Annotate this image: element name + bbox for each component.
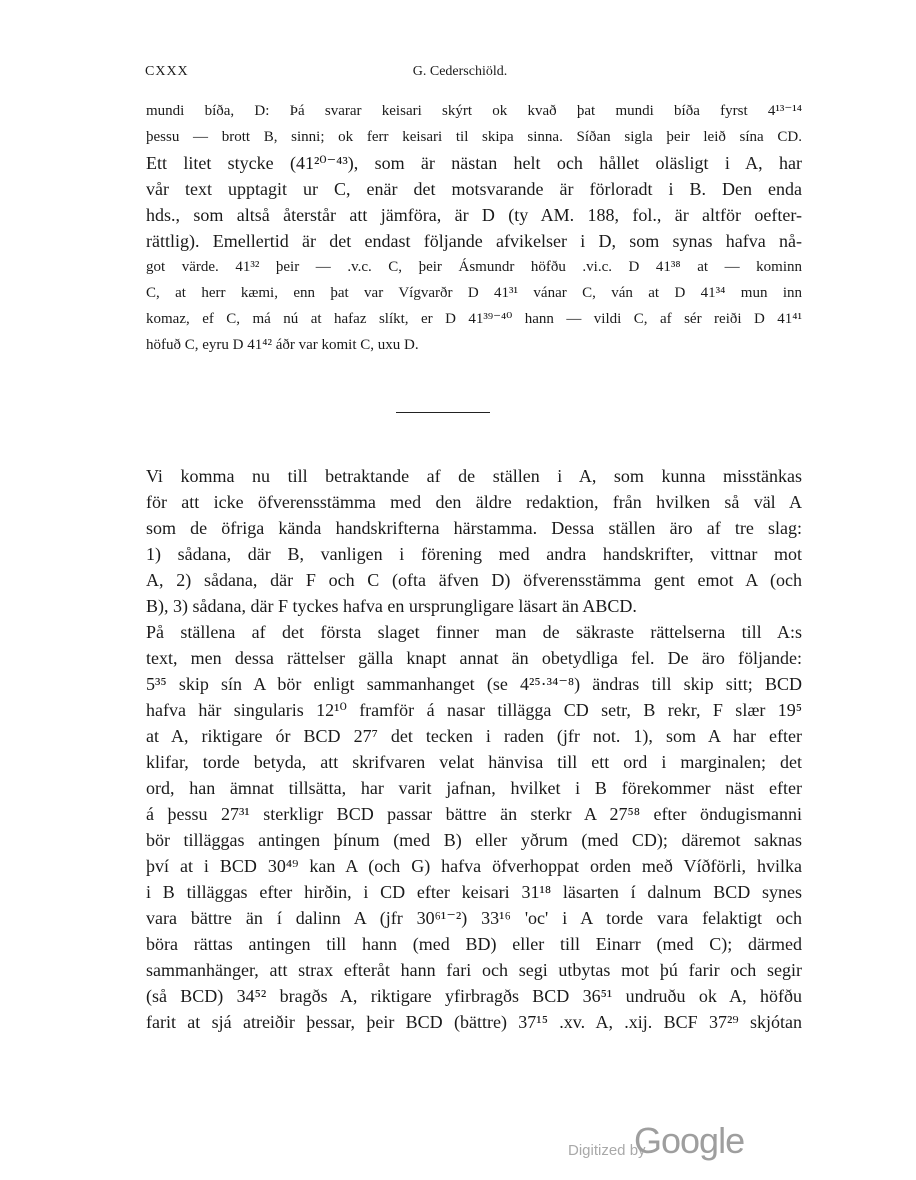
google-logo: Google <box>634 1120 745 1161</box>
text-line: þessu — brott B, sinni; ok ferr keisari til skipa sinna. Síðan sigla þeir leið sína CD. <box>146 129 802 145</box>
text-line: bör tilläggas antingen þínum (med B) eller yðrum (med CD); däremot saknas <box>146 830 802 850</box>
text-line: i B tilläggas efter hirðin, i CD efter keisari 31¹⁸ läsarten í dalnum BCD synes <box>146 882 802 902</box>
section-divider <box>396 412 490 413</box>
text-line: C, at herr kæmi, enn þat var Vígvarðr D 41³¹ vánar C, ván at D 41³⁴ mun inn <box>146 285 802 301</box>
text-line: rättlig). Emellertid är det endast följande afvikelser i D, som synas hafva nå- <box>146 231 802 251</box>
text-line: Ett litet stycke (41²⁰⁻⁴³), som är nästan helt och hållet oläsligt i A, har <box>146 153 802 173</box>
text-line: vår text upptagit ur C, enär det motsvarande är förloradt i B. Den enda <box>146 179 802 199</box>
text-line: 1) sådana, där B, vanligen i förening med andra handskrifter, vittnar mot <box>146 544 802 564</box>
main-paragraph <box>146 463 802 1035</box>
running-head: G. Cederschiöld. <box>412 64 508 79</box>
text-line: got värde. 41³² þeir — .v.c. C, þeir Ásmundr höfðu .vi.c. D 41³⁸ at — kominn <box>146 259 802 275</box>
text-line: B), 3) sådana, där F tyckes hafva en ursprungligare läsart än ABCD. <box>146 596 637 616</box>
text-line: Vi komma nu till betraktande af de ställen i A, som kunna misstänkas <box>146 466 802 486</box>
text-line: farit at sjá atreiðir þessar, þeir BCD (bättre) 37¹⁵ .xv. A, .xij. BCF 37²⁹ skjótan <box>146 1012 802 1032</box>
text-line: því at i BCD 30⁴⁹ kan A (och G) hafva öfverhoppat orden með Víðförli, hvilka <box>146 856 802 876</box>
text-line: böra rättas antingen till hann (med BD) eller till Einarr (med C); därmed <box>146 934 802 954</box>
intro-paragraph <box>146 98 802 358</box>
text-line: mundi bíða, D: Þá svarar keisari skýrt ok kvað þat mundi bíða fyrst 4¹³⁻¹⁴ <box>146 103 802 119</box>
text-line: klifar, torde betyda, att skrifvaren velat hänvisa till ett ord i marginalen; det <box>146 752 802 772</box>
text-line: vara bättre än í dalinn A (jfr 30⁶¹⁻²) 33¹⁶ 'oc' i A torde vara felaktigt och <box>146 908 802 928</box>
digitized-watermark <box>560 1120 750 1164</box>
text-line: text, men dessa rättelser gälla knapt annat än obetydliga fel. De äro följande: <box>146 648 802 668</box>
text-line: ord, han ämnat tillsätta, har varit jafnan, hvilket i B förekommer näst efter <box>146 778 802 798</box>
text-line: hafva här singularis 12¹⁰ framför á nasar tillägga CD setr, B rekr, F slær 19⁵ <box>146 700 802 720</box>
text-line: at A, riktigare ór BCD 27⁷ det tecken i raden (jfr not. 1), som A har efter <box>146 726 802 746</box>
text-line: (så BCD) 34⁵² bragðs A, riktigare yfirbragðs BCD 36⁵¹ undruðu ok A, höfðu <box>146 986 802 1006</box>
text-line: 5³⁵ skip sín A bör enligt sammanhanget (se 4²⁵·³⁴⁻⁸) ändras till skip sitt; BCD <box>146 674 802 694</box>
text-line: för att icke öfverensstämma med den äldre redaktion, från hvilken så väl A <box>146 492 802 512</box>
text-line: höfuð C, eyru D 41⁴² áðr var komit C, uxu D. <box>146 337 419 353</box>
digitized-by-label: Digitized by <box>568 1142 646 1159</box>
text-line: komaz, ef C, má nú at hafaz slíkt, er D 41³⁹⁻⁴⁰ hann — vildi C, af sér reiði D 41⁴¹ <box>146 311 802 327</box>
text-line: A, 2) sådana, där F och C (ofta äfven D) öfverensstämma gent emot A (och <box>146 570 802 590</box>
page-header <box>0 64 916 84</box>
page-number: CXXX <box>145 64 189 79</box>
text-line: hds., som altså återstår att jämföra, är D (ty AM. 188, fol., är altför oefter- <box>146 205 802 225</box>
text-line: som de öfriga kända handskrifterna härstamma. Dessa ställen äro af tre slag: <box>146 518 802 538</box>
text-line: á þessu 27³¹ sterkligr BCD passar bättre än sterkr A 27⁵⁸ efter öndugismanni <box>146 804 802 824</box>
text-line: sammanhänger, att strax efteråt hann fari och segi utbytas mot þú farir och segir <box>146 960 802 980</box>
text-line: På ställena af det första slaget finner man de säkraste rättelserna till A:s <box>146 622 802 642</box>
